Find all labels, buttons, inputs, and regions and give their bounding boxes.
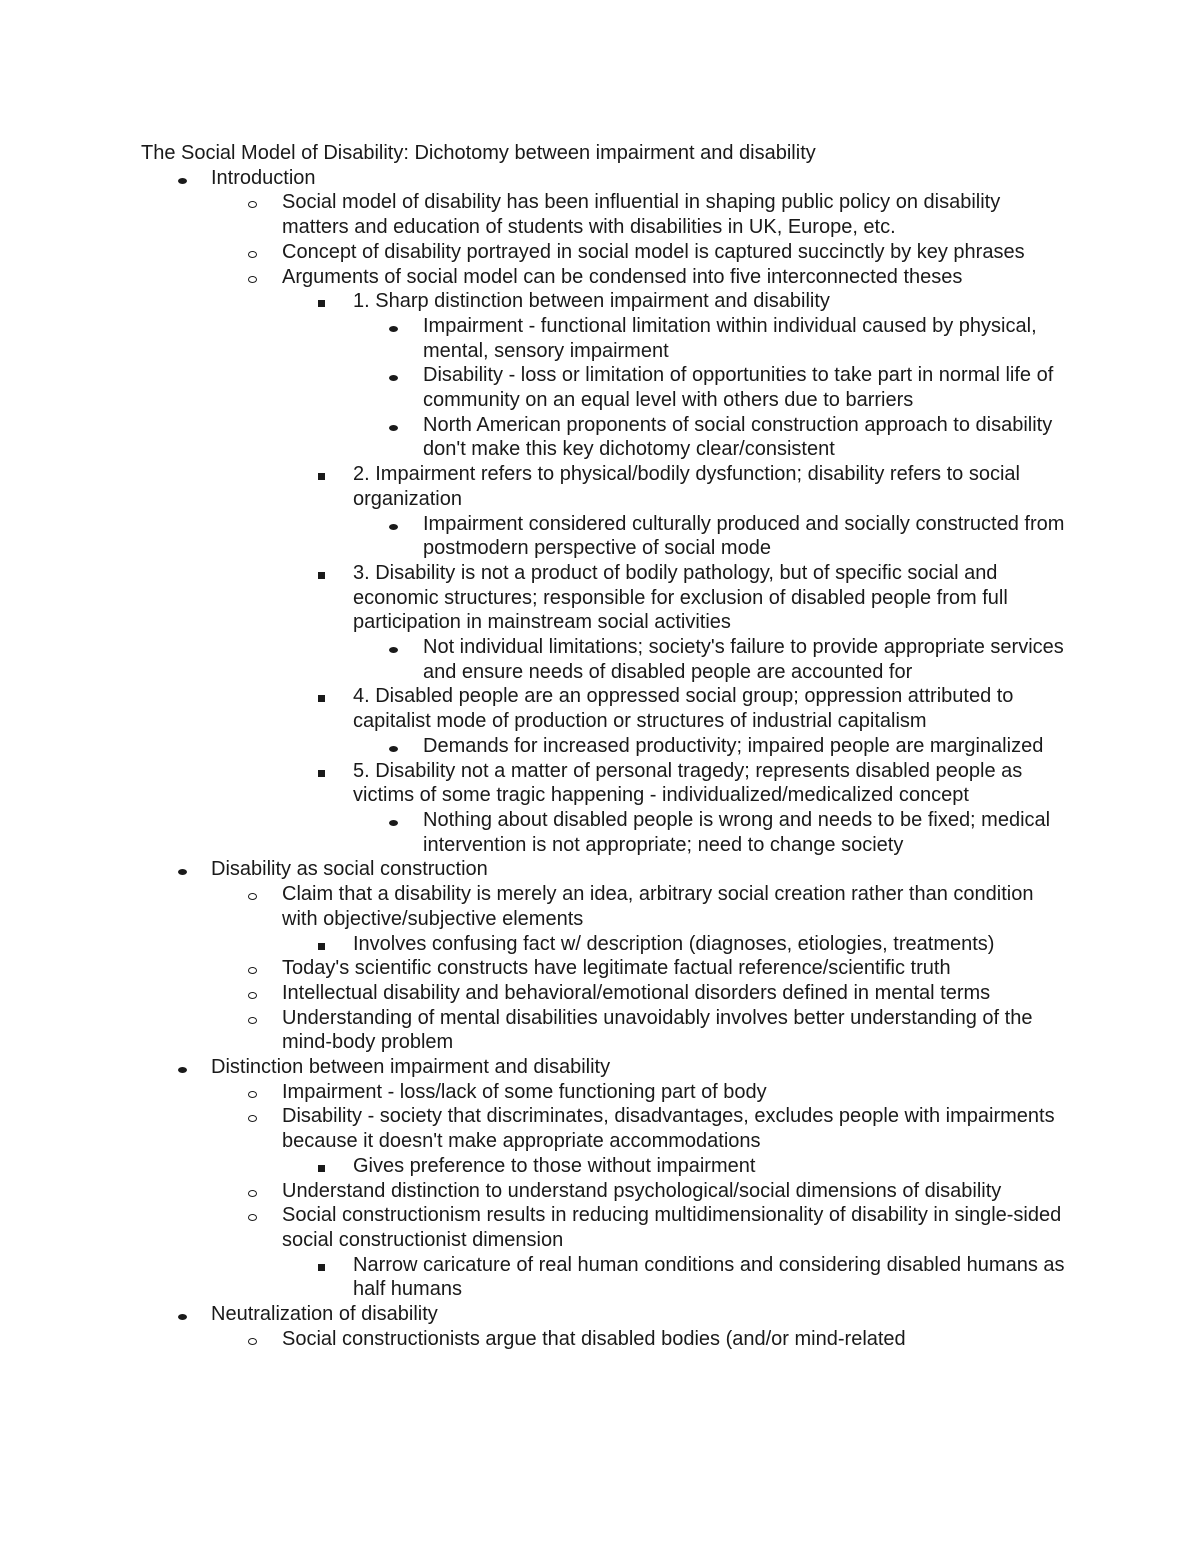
outline-item-text: 3. Disability is not a product of bodily pathology, but of specific social and economic structures; responsible for exclusion of disabled people from full participation in mainstream social activities bbox=[353, 561, 1008, 634]
outline-item-level-4 bbox=[141, 314, 1070, 363]
outline-item-level-2 bbox=[141, 882, 1070, 931]
outline-item-level-3 bbox=[141, 759, 1070, 808]
outline-item-level-4 bbox=[141, 635, 1070, 684]
filled-bullet-icon bbox=[389, 635, 398, 660]
outline-item-level-4 bbox=[141, 808, 1070, 857]
outline-item-text: Social constructionists argue that disabled bodies (and/or mind-related bbox=[282, 1327, 906, 1350]
hollow-bullet-icon bbox=[248, 1327, 257, 1352]
square-bullet-icon bbox=[318, 759, 325, 784]
square-bullet-icon bbox=[318, 1253, 325, 1278]
outline-item-text: 1. Sharp distinction between impairment and disability bbox=[353, 290, 830, 313]
outline-item-text: Claim that a disability is merely an idea, arbitrary social creation rather than condition with objective/subjective elements bbox=[282, 883, 1034, 930]
outline-item-level-2 bbox=[141, 1006, 1070, 1055]
square-bullet-icon bbox=[318, 1154, 325, 1179]
hollow-bullet-icon bbox=[248, 265, 257, 290]
outline-item-level-3 bbox=[141, 1154, 1070, 1179]
square-bullet-icon bbox=[318, 684, 325, 709]
outline-item-text: North American proponents of social construction approach to disability don't make this key dichotomy clear/consistent bbox=[423, 413, 1053, 461]
outline-item-level-3 bbox=[141, 462, 1070, 511]
outline-item-text: Understand distinction to understand psychological/social dimensions of disability bbox=[282, 1179, 1002, 1202]
outline-item-text: 5. Disability not a matter of personal tragedy; represents disabled people as victims of some tragic happening - individualized/medicalized concept bbox=[353, 759, 1023, 807]
outline-item-text: Not individual limitations; society's failure to provide appropriate services and ensure needs of disabled people are accounted for bbox=[423, 636, 1064, 683]
outline-item-level-4 bbox=[141, 512, 1070, 561]
filled-bullet-icon bbox=[389, 314, 398, 339]
outline-item-level-4 bbox=[141, 363, 1070, 412]
square-bullet-icon bbox=[318, 289, 325, 314]
hollow-bullet-icon bbox=[248, 882, 257, 907]
outline-item-text: Impairment considered culturally produced and socially constructed from postmodern perspective of social mode bbox=[423, 512, 1065, 560]
outline-item-text: Nothing about disabled people is wrong and needs to be fixed; medical intervention is not appropriate; need to change society bbox=[423, 808, 1051, 856]
square-bullet-icon bbox=[318, 462, 325, 487]
hollow-bullet-icon bbox=[248, 1203, 257, 1228]
outline-item-text: Introduction bbox=[211, 166, 316, 189]
outline-list bbox=[141, 166, 1070, 1352]
outline-item-text: Arguments of social model can be condensed into five interconnected theses bbox=[282, 265, 963, 288]
outline-item-text: Distinction between impairment and disability bbox=[211, 1056, 611, 1079]
hollow-bullet-icon bbox=[248, 1006, 257, 1031]
document-title: The Social Model of Disability: Dichotomy between impairment and disability bbox=[141, 142, 816, 164]
outline-item-text: Disability - society that discriminates, disadvantages, excludes people with impairments because it doesn't make appropriate accommodations bbox=[282, 1105, 1055, 1153]
filled-bullet-icon bbox=[389, 413, 398, 438]
outline-item-level-1 bbox=[141, 166, 1070, 191]
filled-bullet-icon bbox=[389, 512, 398, 537]
filled-bullet-icon bbox=[178, 166, 187, 191]
hollow-bullet-icon bbox=[248, 956, 257, 981]
outline-item-level-1 bbox=[141, 1302, 1070, 1327]
outline-item-level-3 bbox=[141, 684, 1070, 733]
outline-item-level-3 bbox=[141, 289, 1070, 314]
outline-item-level-2 bbox=[141, 1327, 1070, 1352]
outline-item-level-3 bbox=[141, 1253, 1070, 1302]
outline-item-text: Disability - loss or limitation of opportunities to take part in normal life of community on an equal level with others due to barriers bbox=[423, 364, 1054, 412]
hollow-bullet-icon bbox=[248, 190, 257, 215]
outline-item-level-4 bbox=[141, 734, 1070, 759]
filled-bullet-icon bbox=[178, 1055, 187, 1080]
filled-bullet-icon bbox=[389, 808, 398, 833]
outline-item-text: 4. Disabled people are an oppressed social group; oppression attributed to capitalist mode of production or structures of industrial capitalism bbox=[353, 685, 1014, 733]
outline-item-level-2 bbox=[141, 265, 1070, 290]
outline-item-level-4 bbox=[141, 413, 1070, 462]
outline-item-text: Social constructionism results in reducing multidimensionality of disability in single-sided social constructionist dimension bbox=[282, 1204, 1062, 1251]
outline-item-text: Impairment - loss/lack of some functioning part of body bbox=[282, 1080, 767, 1103]
outline-item-text: Social model of disability has been influential in shaping public policy on disability matters and education of students with disabilities in UK, Europe, etc. bbox=[282, 191, 1001, 239]
hollow-bullet-icon bbox=[248, 1104, 257, 1129]
hollow-bullet-icon bbox=[248, 1179, 257, 1204]
outline-item-text: Intellectual disability and behavioral/emotional disorders defined in mental terms bbox=[282, 981, 991, 1004]
hollow-bullet-icon bbox=[248, 240, 257, 265]
outline-item-level-2 bbox=[141, 1104, 1070, 1153]
outline-item-level-2 bbox=[141, 190, 1070, 239]
outline-item-level-3 bbox=[141, 561, 1070, 635]
outline-item-text: Neutralization of disability bbox=[211, 1303, 438, 1326]
outline-item-level-2 bbox=[141, 981, 1070, 1006]
outline-item-text: Impairment - functional limitation within individual caused by physical, mental, sensory impairment bbox=[423, 314, 1037, 362]
filled-bullet-icon bbox=[178, 1302, 187, 1327]
square-bullet-icon bbox=[318, 932, 325, 957]
outline-item-text: Concept of disability portrayed in social model is captured succinctly by key phrases bbox=[282, 240, 1025, 263]
outline-item-text: Narrow caricature of real human conditions and considering disabled humans as half humans bbox=[353, 1253, 1065, 1301]
outline-item-level-1 bbox=[141, 1055, 1070, 1080]
outline-item-text: Understanding of mental disabilities unavoidably involves better understanding of the mind-body problem bbox=[282, 1006, 1033, 1054]
outline-item-text: Gives preference to those without impairment bbox=[353, 1154, 756, 1177]
filled-bullet-icon bbox=[178, 857, 187, 882]
outline-item-text: 2. Impairment refers to physical/bodily dysfunction; disability refers to social organization bbox=[353, 463, 1020, 510]
outline-item-level-1 bbox=[141, 857, 1070, 882]
outline-item-level-2 bbox=[141, 1203, 1070, 1252]
outline-item-text: Disability as social construction bbox=[211, 858, 488, 881]
outline-item-text: Demands for increased productivity; impaired people are marginalized bbox=[423, 734, 1044, 757]
outline-item-level-2 bbox=[141, 956, 1070, 981]
outline-item-level-2 bbox=[141, 1080, 1070, 1105]
filled-bullet-icon bbox=[389, 734, 398, 759]
filled-bullet-icon bbox=[389, 363, 398, 388]
outline-item-level-2 bbox=[141, 1179, 1070, 1204]
outline-item-text: Today's scientific constructs have legitimate factual reference/scientific truth bbox=[282, 957, 951, 980]
outline-item-text: Involves confusing fact w/ description (diagnoses, etiologies, treatments) bbox=[353, 932, 995, 955]
hollow-bullet-icon bbox=[248, 981, 257, 1006]
outline-item-level-2 bbox=[141, 240, 1070, 265]
square-bullet-icon bbox=[318, 561, 325, 586]
hollow-bullet-icon bbox=[248, 1080, 257, 1105]
outline-item-level-3 bbox=[141, 932, 1070, 957]
